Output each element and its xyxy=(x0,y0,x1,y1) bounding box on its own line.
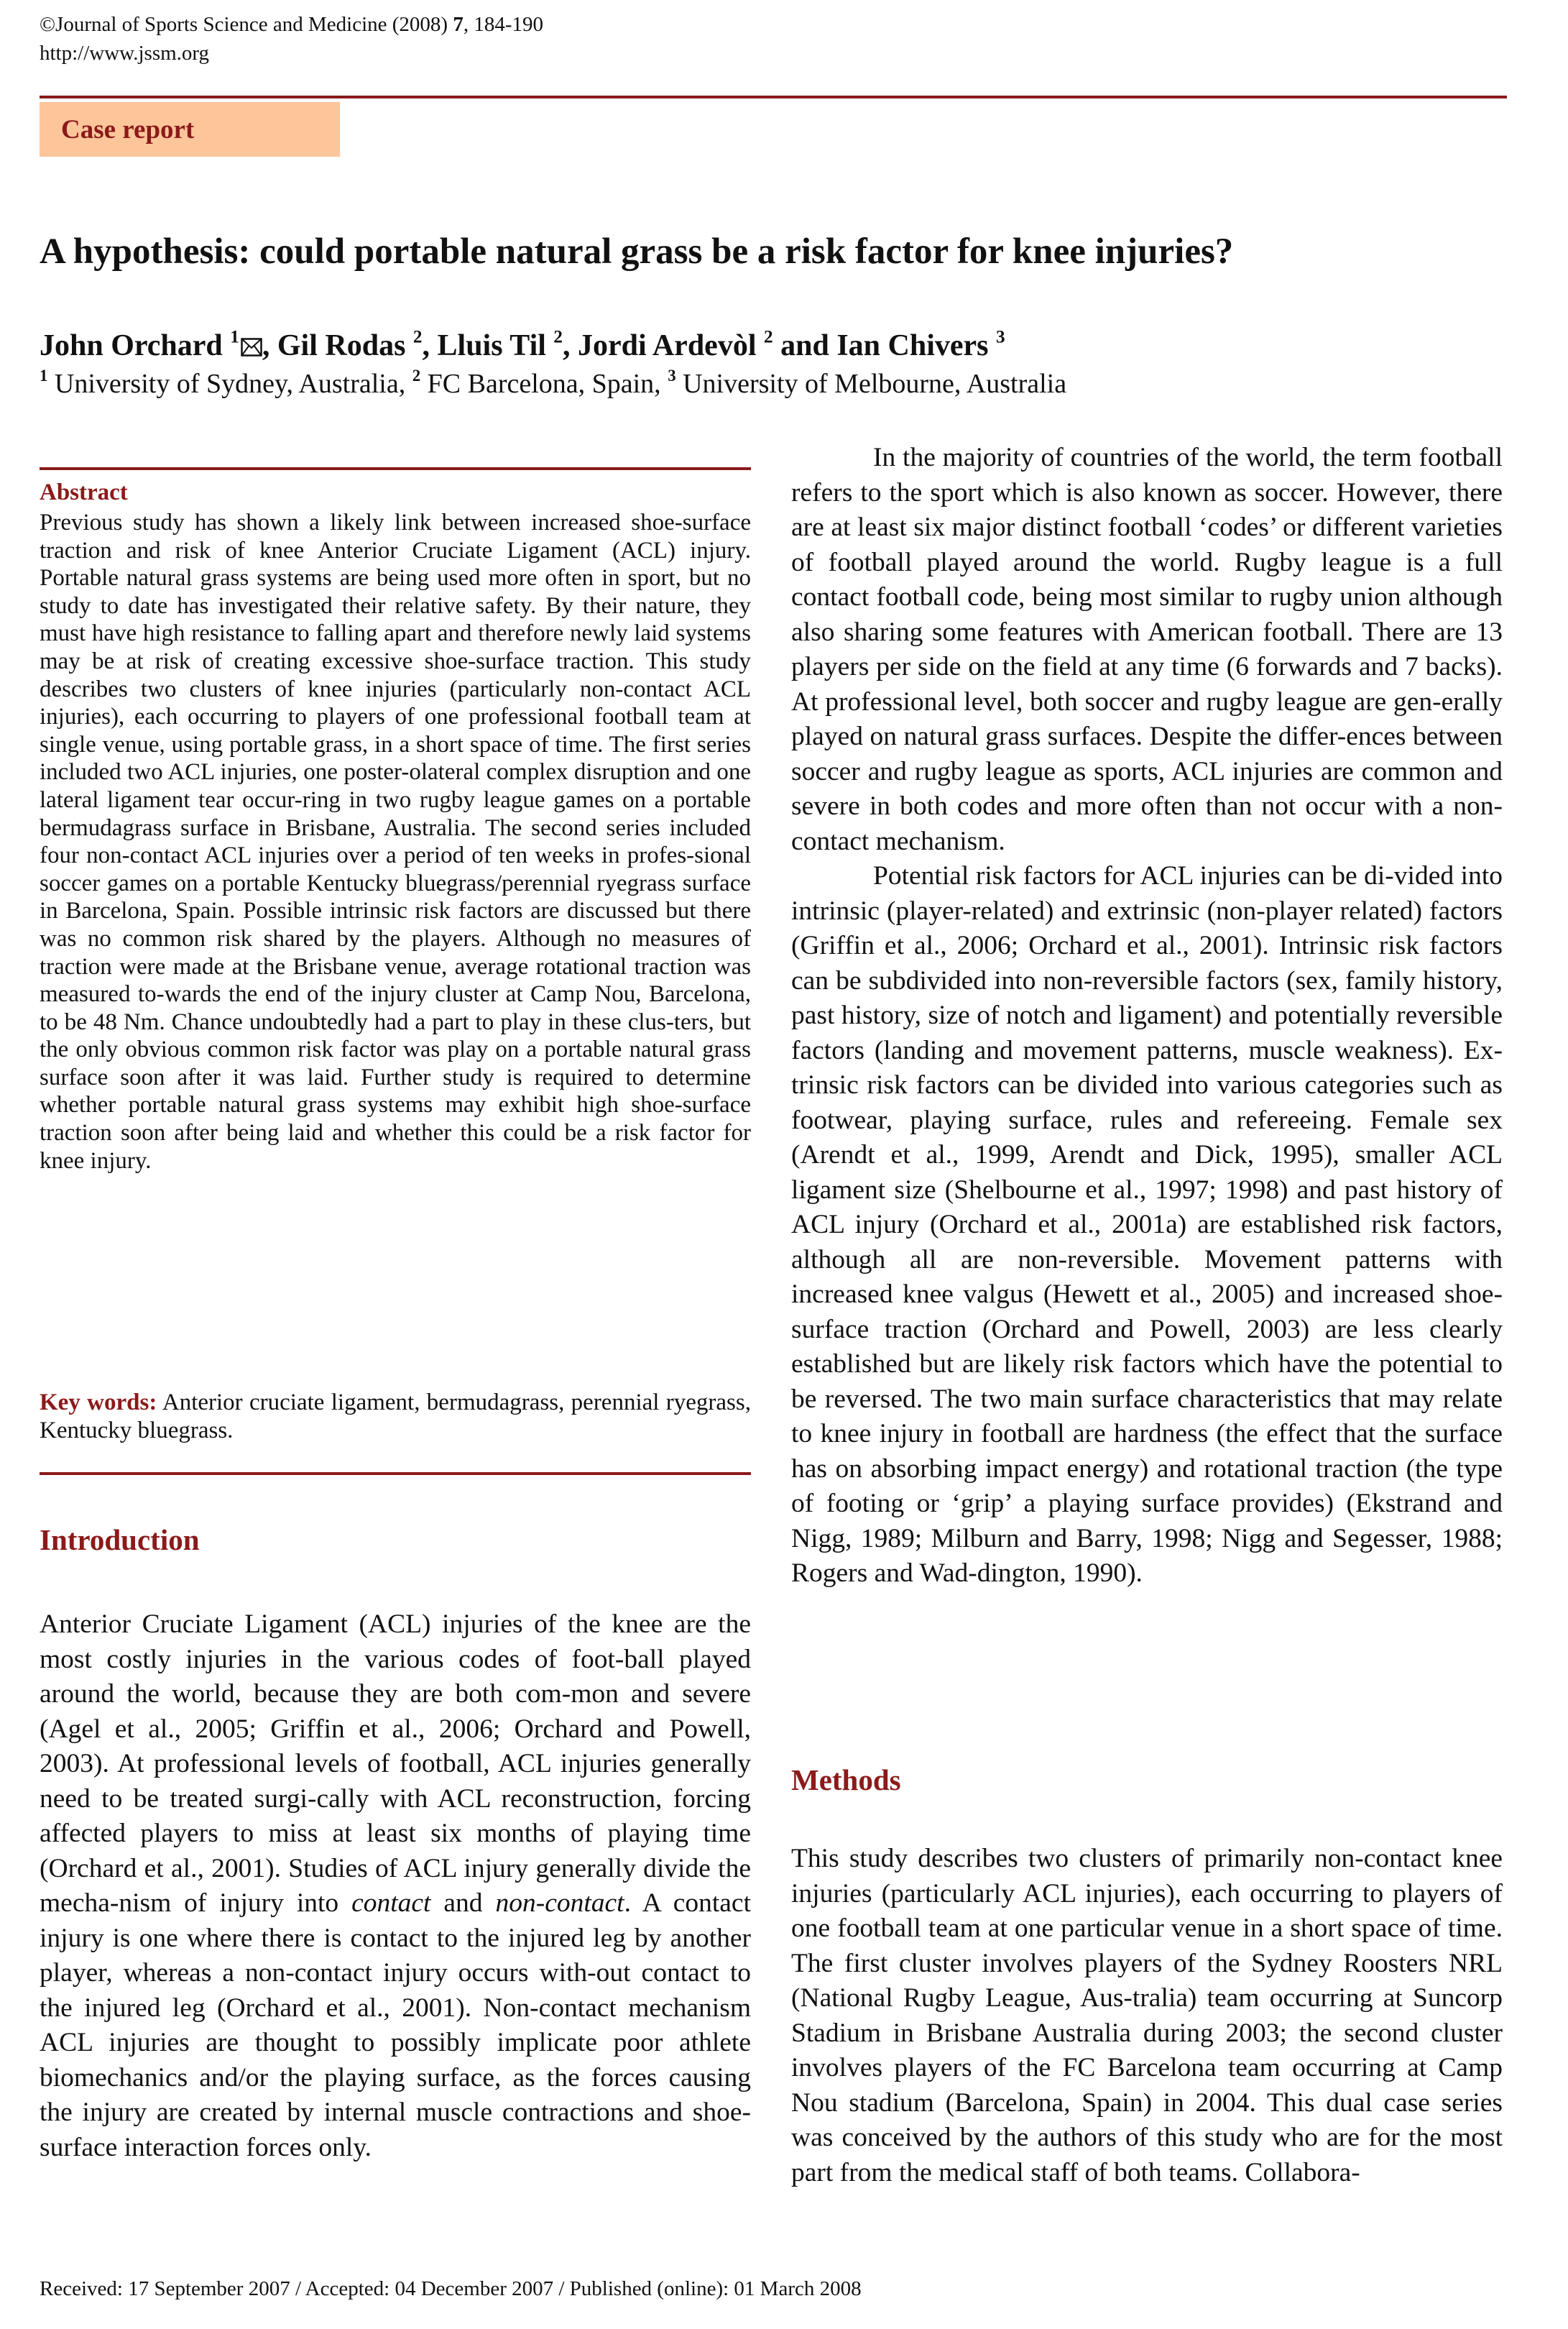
author-name[interactable]: Jordi Ardevòl xyxy=(578,329,757,362)
publication-dates-footer: Received: 17 September 2007 / Accepted: 04 December 2007 / Published (online): 01 March 2008 xyxy=(40,2277,862,2300)
author-separator: and xyxy=(773,329,837,362)
author-affil-num: 2 xyxy=(412,327,423,347)
author-separator: , xyxy=(563,329,578,362)
introduction-paragraph xyxy=(40,1607,751,2165)
affil-num: 2 xyxy=(412,367,421,385)
abstract-bottom-rule xyxy=(40,1472,751,1475)
journal-url[interactable]: http://www.jssm.org xyxy=(40,42,210,65)
intro-text: and xyxy=(430,1888,496,1918)
right-paragraph-1: In the majority of countries of the world, the term football refers to the sport which is also known as soccer. However, there are at least six major distinct football ‘codes’ or different varieties of football played around the world. Rugby league is a full contact football code, being most similar to rugby union although also sharing some features with American football. There are 13 players per side on the field at any time (6 forwards and 7 backs). At professional level, both soccer and rugby league are gen-erally played on natural grass surfaces. Despite the differ-ences between soccer and rugby league as sports, ACL injuries are common and severe in both codes and more often than not occur with a non-contact mechanism. xyxy=(791,443,1503,856)
author-affil-num: 3 xyxy=(996,327,1005,347)
affiliation-list xyxy=(40,367,1066,401)
keywords-label: Key words: xyxy=(40,1389,157,1415)
affil-num: 3 xyxy=(668,367,676,385)
volume-number: 7 xyxy=(453,13,464,36)
author-affil-num: 2 xyxy=(764,327,773,347)
keywords xyxy=(40,1389,751,1444)
right-column-intro xyxy=(791,441,1503,1591)
journal-header xyxy=(40,10,543,68)
author-name[interactable]: Ian Chivers xyxy=(836,329,989,362)
page-range: , 184-190 xyxy=(463,13,543,36)
author-name[interactable]: Lluis Til xyxy=(437,329,546,362)
author-separator: , xyxy=(422,329,438,362)
abstract-top-rule xyxy=(40,467,751,470)
abstract-text xyxy=(40,509,751,1175)
intro-text: Anterior Cruciate Ligament (ACL) injuries of the knee are the most costly injuries in the various codes of foot-ball played around the world, because they are both com-mon and severe (Agel et al., 2005; Griffin et al., 2006; Orchard and Powell, 2003). At professional levels of football, ACL injuries generally need to be treated surgi-cally with ACL reconstruction, forcing affected players to miss at least six months of playing time (Orchard et al., 2001). Studies of ACL injury generally divide the mecha-nism of injury into xyxy=(40,1609,751,1918)
author-affil-num: 1 xyxy=(230,327,239,347)
affil-num: 1 xyxy=(40,367,48,385)
abstract-paragraph: Previous study has shown a likely link between increased shoe-surface traction and risk of knee Anterior Cruciate Ligament (ACL) injury. Portable natural grass systems are being used more often in sport, but no study to date has investigated their relative safety. By their nature, they must have high resistance to falling apart and therefore newly laid systems may be at risk of creating excessive shoe-surface traction. This study describes two clusters of knee injuries (particularly non-contact ACL injuries), each occurring to players of one professional football team at single venue, using portable grass, in a short space of time. The first series included two ACL injuries, one poster-olateral complex disruption and one lateral ligament tear occur-ring in two rugby league games on a portable bermudagrass surface in Brisbane, Australia. The second series included four non-contact ACL injuries over a period of ten weeks in profes-sional soccer games on a portable Kentucky bluegrass/perennial ryegrass surface in Barcelona, Spain. Possible intrinsic risk factors are discussed but there was no common risk shared by the players. Although no measures of traction were made at the Brisbane venue, average rotational traction was measured to-wards the end of the injury cluster at Camp Nou, Barcelona, to be 48 Nm. Chance undoubtedly had a part to play in these clus-ters, but the only obvious common risk factor was play on a portable natural grass surface soon after it was laid. Further study is required to determine whether portable natural grass systems may exhibit high shoe-surface traction soon after being laid and whether this could be a risk factor for knee injury. xyxy=(40,510,751,1174)
introduction-heading: Introduction xyxy=(40,1523,200,1556)
intro-emphasis: contact xyxy=(351,1888,431,1918)
article-type-label: Case report xyxy=(61,114,195,144)
journal-name: ©Journal of Sports Science and Medicine (2008) xyxy=(40,13,453,36)
keywords-text: Anterior cruciate ligament, bermudagrass, perennial ryegrass, Kentucky bluegrass. xyxy=(40,1389,751,1443)
affiliation: FC Barcelona, Spain, xyxy=(427,369,668,399)
abstract-heading: Abstract xyxy=(40,479,128,505)
methods-heading: Methods xyxy=(791,1763,901,1796)
intro-emphasis: non-contact xyxy=(495,1888,624,1918)
article-type-badge xyxy=(40,102,340,157)
intro-text: . A contact injury is one where there is contact to the injured leg by another player, whereas a non-contact injury occurs with-out contact to the injured leg (Orchard et al., 2001). Non-contact mechanism ACL injuries are thought to possibly implicate poor athlete biomechanics and/or the playing surface, as the forces causing the injury are created by internal muscle contractions and shoe-surface interaction forces only. xyxy=(40,1888,751,2162)
author-list xyxy=(40,327,1005,364)
author-name[interactable]: Gil Rodas xyxy=(277,329,406,362)
right-paragraph-2: Potential risk factors for ACL injuries can be di-vided into intrinsic (player-related) and extrinsic (non-player related) factors (Griffin et al., 2006; Orchard et al., 2001). Intrinsic risk factors can be subdivided into non-reversible factors (sex, family history, past history, size of notch and ligament) and potentially reversible factors (landing and movement patterns, muscle weakness). Ex-trinsic risk factors can be divided into various categories such as footwear, playing surface, rules and refereeing. Female sex (Arendt et al., 1999, Arendt and Dick, 1995), smaller ACL ligament size (Shelbourne et al., 1997; 1998) and past history of ACL injury (Orchard et al., 2001a) are established risk factors, although all are non-reversible. Movement patterns with increased knee valgus (Hewett et al., 2005) and increased shoe-surface traction (Orchard and Powell, 2003) are less clearly established but are likely risk factors which have the potential to be reversed. The two main surface characteristics that may relate to knee injury in football are hardness (the effect that the surface has on absorbing impact energy) and rotational traction (the type of footing or ‘grip’ a playing surface provides) (Ekstrand and Nigg, 1989; Milburn and Barry, 1998; Nigg and Segesser, 1988; Rogers and Wad-dington, 1990). xyxy=(791,861,1503,1588)
citation-line xyxy=(40,10,543,39)
affiliation: University of Melbourne, Australia xyxy=(683,369,1067,399)
introduction-body xyxy=(40,1607,751,2165)
affiliation: University of Sydney, Australia, xyxy=(54,369,412,399)
author-name[interactable]: John Orchard xyxy=(40,329,223,362)
article-title: A hypothesis: could portable natural grass be a risk factor for knee injuries? xyxy=(40,231,1234,272)
methods-body xyxy=(791,1842,1503,2190)
methods-paragraph: This study describes two clusters of primarily non-contact knee injuries (particularly ACL injuries), each occurring to players of one football team at one particular venue in a short space of time. The first cluster involves players of the Sydney Roosters NRL (National Rugby League, Aus-tralia) team occurring at Suncorp Stadium in Brisbane Australia during 2003; the second cluster involves players of the FC Barcelona team occurring at Camp Nou stadium (Barcelona, Spain) in 2004. This dual case series was conceived by the authors of this study who are for the most part from the medical staff of both teams. Collabora- xyxy=(791,1844,1503,2187)
envelope-icon[interactable] xyxy=(241,338,262,357)
author-affil-num: 2 xyxy=(553,327,563,347)
author-separator: , xyxy=(262,329,277,362)
top-rule xyxy=(40,96,1507,98)
